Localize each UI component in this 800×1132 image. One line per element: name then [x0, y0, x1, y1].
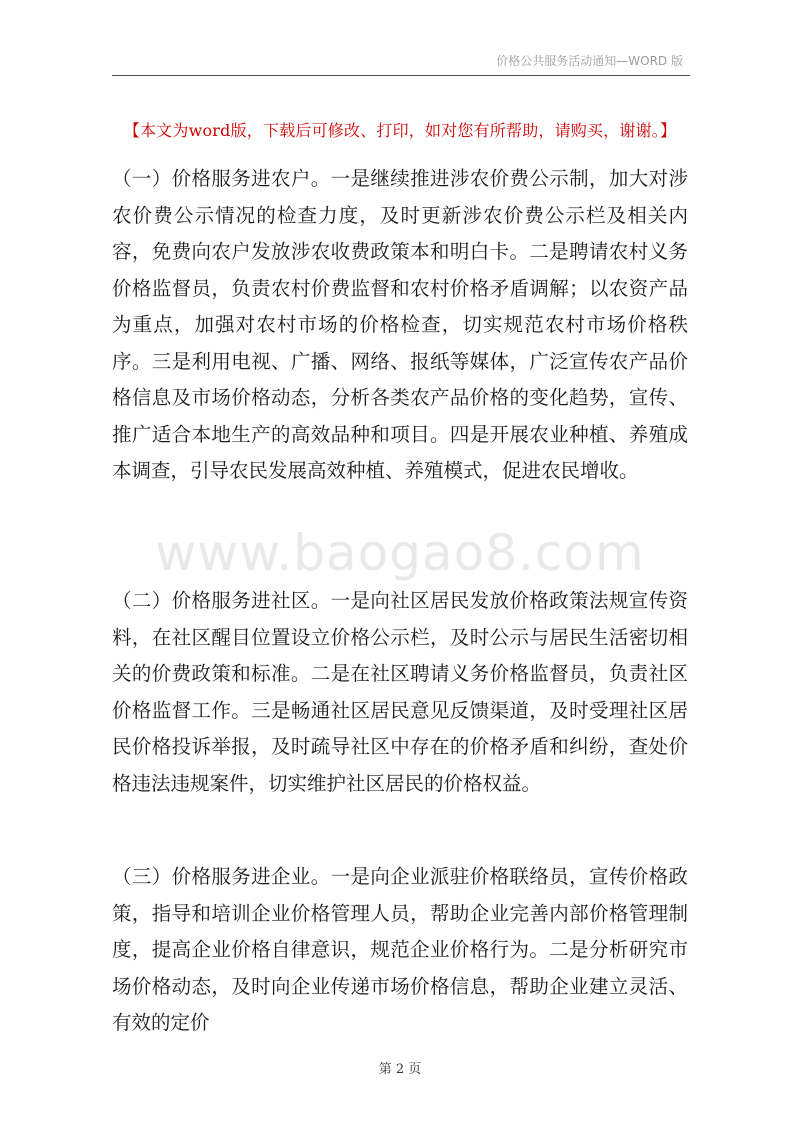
page-number: 第 2 页	[378, 1062, 422, 1077]
paragraph-enterprise: （三）价格服务进企业。一是向企业派驻价格联络员，宣传价格政策，指导和培训企业价格管理人员，帮助企业完善内部价格管理制度，提高企业价格自律意识，规范企业价格行为。二是分析研究市场价格动态，及时向企业传递市场价格信息，帮助企业建立灵活、有效的定价	[112, 865, 688, 1034]
watermark-text: www.baogao8.com	[155, 524, 645, 582]
paragraph-community: （二）价格服务进社区。一是向社区居民发放价格政策法规宣传资料，在社区醒目位置设立价格公示栏，及时公示与居民生活密切相关的价费政策和标准。二是在社区聘请义务价格监督员，负责社区价格监督工作。三是畅通社区居民意见反馈渠道，及时受理社区居民价格投诉举报，及时疏导社区中存在的价格矛盾和纠纷，查处价格违法违规案件，切实维护社区居民的价格权益。	[112, 589, 688, 795]
header-divider	[112, 75, 690, 76]
download-notice: 【本文为word版，下载后可修改、打印，如对您有所帮助，请购买，谢谢。】	[123, 121, 677, 140]
running-header: 价格公共服务活动通知—WORD 版	[496, 54, 683, 68]
paragraph-farmers: （一）价格服务进农户。一是继续推进涉农价费公示制，加大对涉农价费公示情况的检查力度，及时更新涉农价费公示栏及相关内容，免费向农户发放涉农收费政策本和明白卡。二是聘请农村义务价格监督员，负责农村价费监督和农村价格矛盾调解；以农资产品为重点，加强对农村市场的价格检查，切实规范农村市场价格秩序。三是利用电视、广播、网络、报纸等媒体，广泛宣传农产品价格信息及市场价格动态，分析各类农产品价格的变化趋势，宣传、推广适合本地生产的高效品种和项目。四是开展农业种植、养殖成本调查，引导农民发展高效种植、养殖模式，促进农民增收。	[112, 167, 688, 482]
